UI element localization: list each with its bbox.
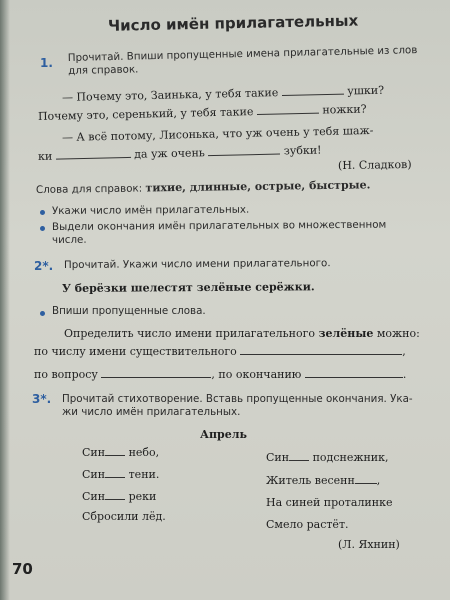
exercise-2-instruction: Прочитай. Укажи число имени прилагательного.	[63, 257, 331, 271]
task-2: Выдели окончания имён прилагательных во множественном	[51, 218, 387, 233]
blank-7[interactable]	[305, 368, 403, 378]
blank-4[interactable]	[208, 145, 280, 157]
poem-title: Апрель	[200, 428, 247, 441]
poem-line-1: — Почему это, Заинька, у тебя такие ушки?	[61, 83, 385, 104]
reference-words: Слова для справок: тихие, длинные, острые, быстрые.	[35, 178, 371, 196]
poem-line-3: — А всё потому, Лисонька, что уж очень у тебя шаж-	[61, 123, 374, 144]
blank-2[interactable]	[257, 104, 319, 115]
poem-left-2: Син тени.	[82, 468, 160, 481]
page-title: Число имён прилагательных	[107, 11, 359, 35]
poem-right-1: Син подснежник,	[266, 451, 389, 464]
poem-right-3: На синей проталинке	[266, 496, 393, 509]
blank-6[interactable]	[101, 368, 211, 378]
blank-10[interactable]	[105, 490, 125, 500]
blank-1[interactable]	[282, 85, 344, 96]
exercise-3-instruction: Прочитай стихотворение. Вставь пропущенные окончания. Ука-	[62, 393, 413, 405]
bullet-icon	[40, 311, 45, 316]
page-edge-shadow	[0, 0, 10, 600]
poem-right-4: Смело растёт.	[266, 518, 349, 531]
poem-line-4: ки да уж очень зубки!	[37, 143, 322, 163]
definition-line-1: Определить число имени прилагательного зелёные можно:	[64, 327, 420, 340]
blank-9[interactable]	[105, 468, 125, 478]
poem-left-3: Син реки	[82, 490, 157, 503]
author-1: (Н. Сладков)	[337, 157, 412, 172]
task-1: Укажи число имён прилагательных.	[51, 203, 250, 217]
blank-8[interactable]	[105, 446, 125, 456]
poem-left-4: Сбросили лёд.	[82, 510, 166, 523]
poem-left-1: Син небо,	[82, 446, 160, 459]
exercise-1-instruction: Прочитай. Впиши пропущенные имена прилагательные из слов для справок.	[67, 44, 418, 77]
author-3: (Л. Яхнин)	[338, 538, 400, 551]
exercise-1-number: 1.	[40, 56, 53, 70]
exercise-2-number: 2*.	[34, 259, 54, 273]
exercise-3-instruction-cont: жи число имён прилагательных.	[62, 406, 241, 418]
definition-line-3: по вопросу , по окончанию .	[34, 368, 407, 381]
blank-11[interactable]	[289, 451, 309, 461]
poem-line-2: Почему это, серенький, у тебя такие ножки?	[37, 102, 367, 123]
blank-5[interactable]	[240, 345, 402, 355]
exercise-2-task: Впиши пропущенные слова.	[52, 305, 206, 317]
page-number: 70	[12, 560, 33, 578]
task-2-cont: числе.	[51, 233, 87, 246]
blank-12[interactable]	[355, 474, 377, 484]
blank-3[interactable]	[56, 148, 131, 160]
poem-right-2: Житель весенн ,	[266, 474, 381, 487]
definition-line-2: по числу имени существительного ,	[34, 345, 406, 358]
exercise-3-number: 3*.	[32, 392, 52, 406]
bullet-icon	[40, 226, 45, 231]
bullet-icon	[40, 210, 45, 215]
exercise-2-sentence: У берёзки шелестят зелёные серёжки.	[61, 280, 315, 295]
